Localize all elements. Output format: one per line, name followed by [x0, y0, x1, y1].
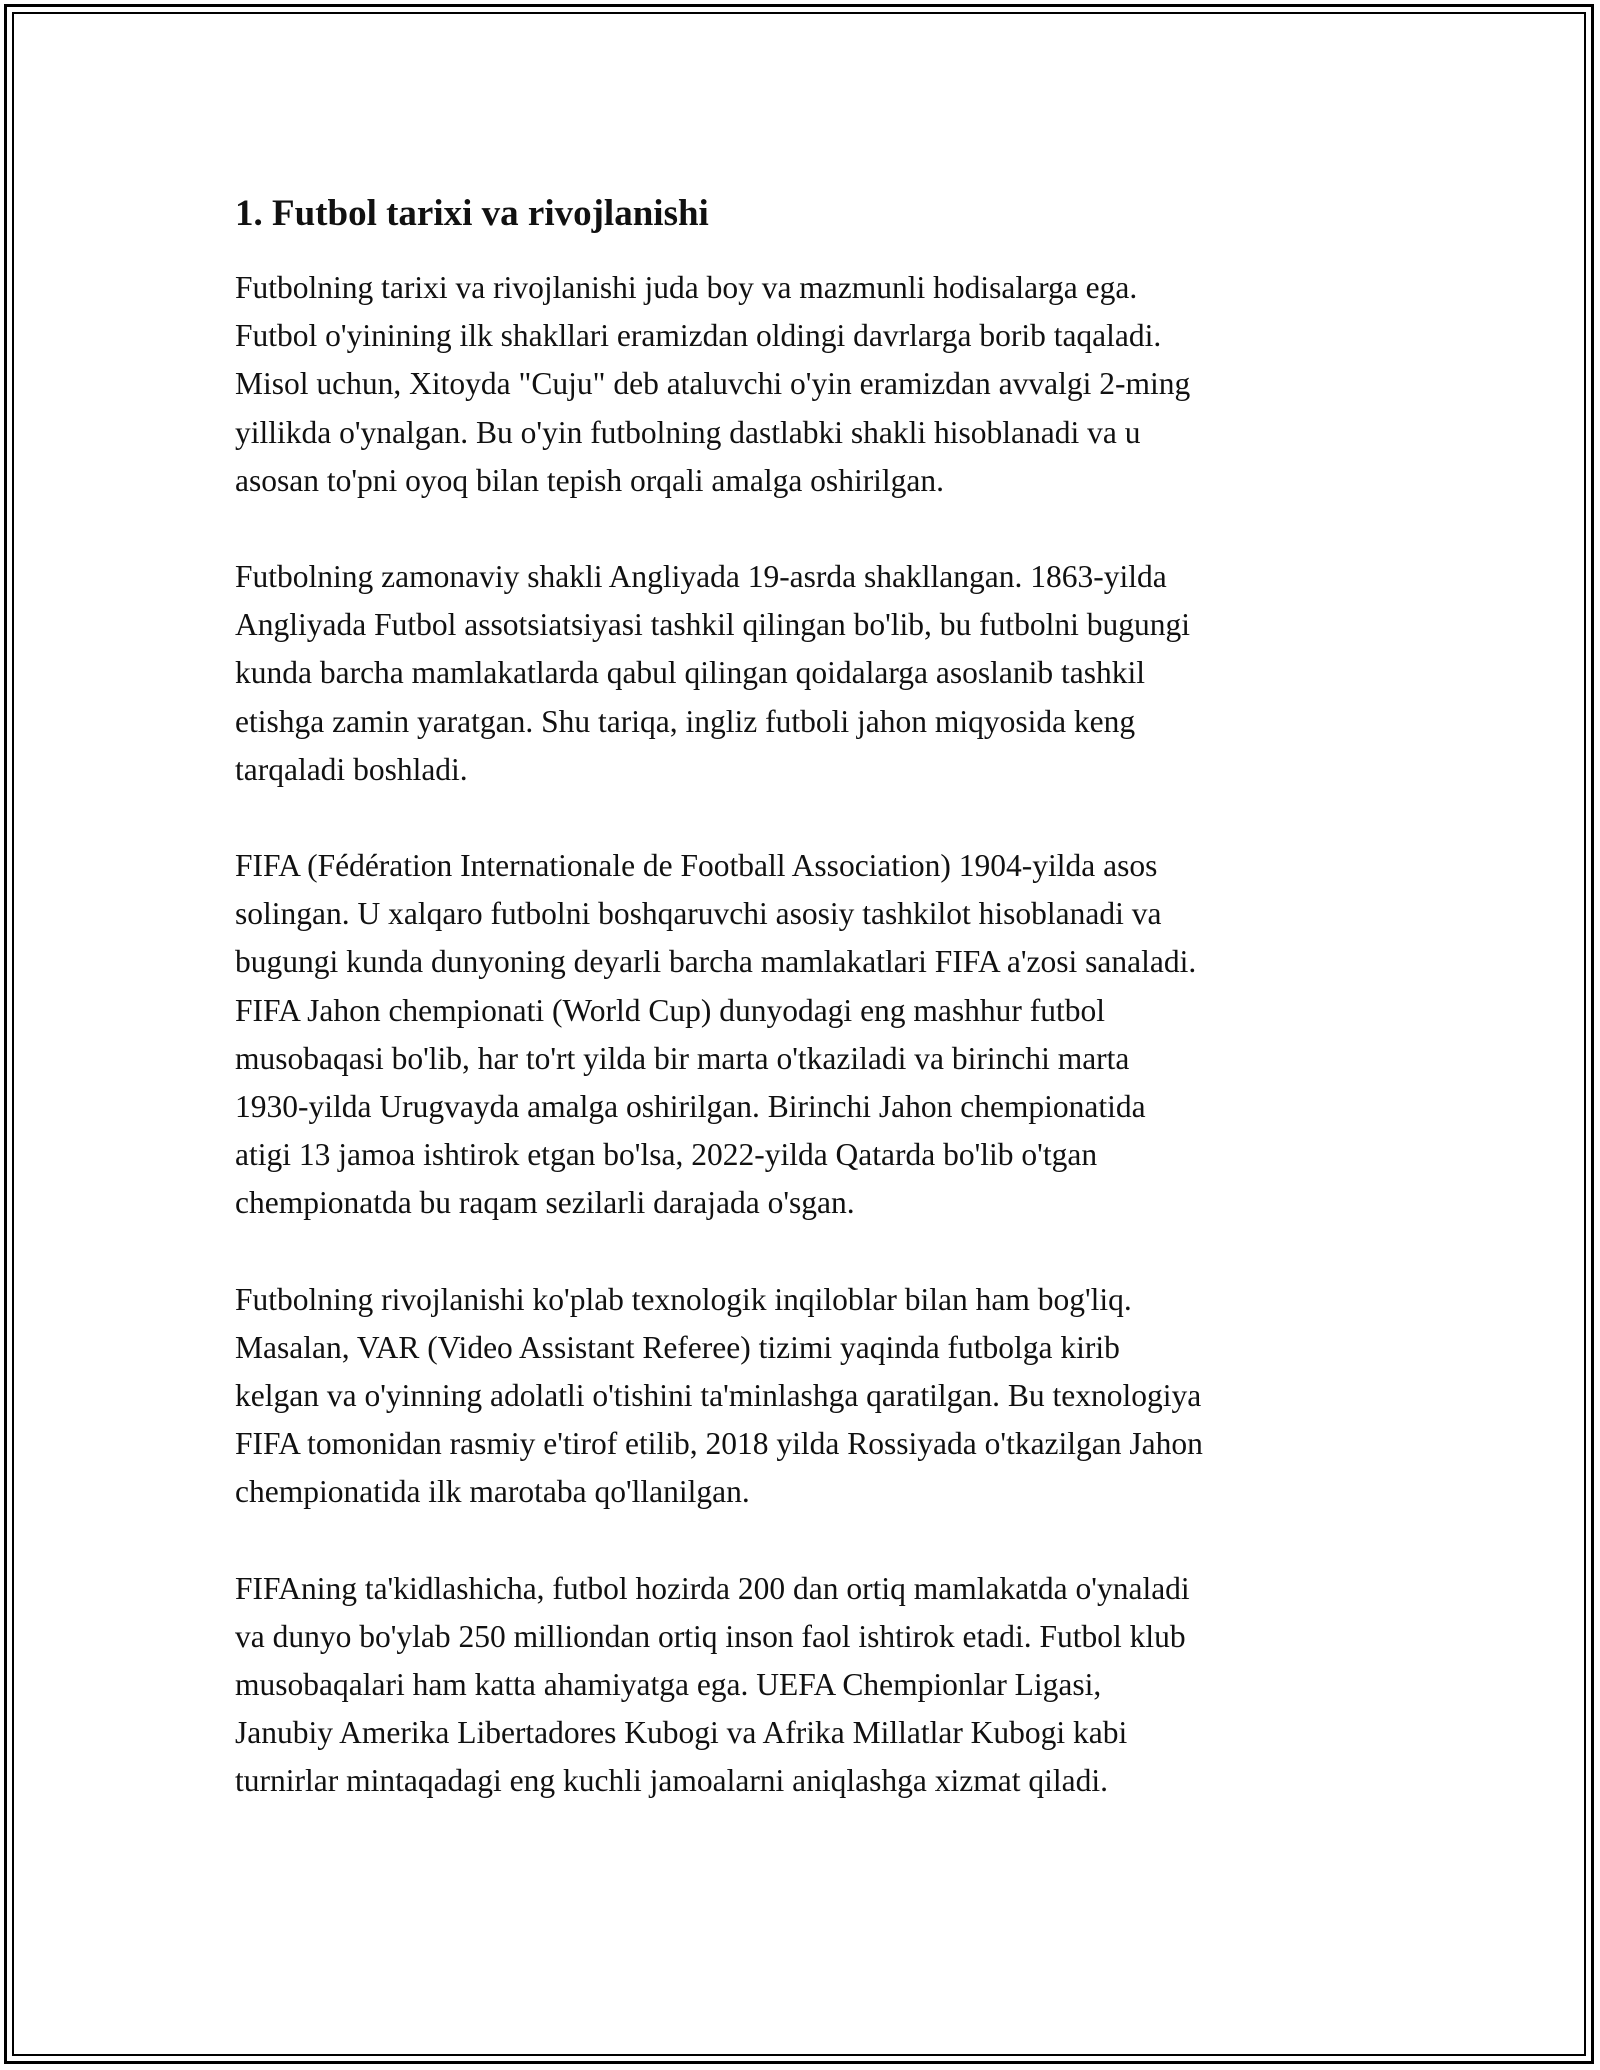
text-line: Futbolning zamonaviy shakli Angliyada 19-asrda shakllangan. 1863-yilda	[235, 559, 1167, 595]
text-line: FIFA Jahon chempionati (World Cup) dunyodagi eng mashhur futbol	[235, 992, 1106, 1028]
text-line: FIFA (Fédération Internationale de Football Association) 1904-yilda asos	[235, 848, 1158, 884]
text-line: tarqaladi boshladi.	[235, 751, 468, 787]
text-line: yillikda o'ynalgan. Bu o'yin futbolning dastlabki shakli hisoblanadi va u	[235, 414, 1141, 450]
text-line: chempionatda bu raqam sezilarli darajada o'sgan.	[235, 1185, 855, 1221]
text-line: FIFAning ta'kidlashicha, futbol hozirda 200 dan ortiq mamlakatda o'ynaladi	[235, 1570, 1190, 1606]
text-line: kunda barcha mamlakatlarda qabul qilingan qoidalarga asoslanib tashkil	[235, 655, 1146, 691]
text-line: solingan. U xalqaro futbolni boshqaruvchi asosiy tashkilot hisoblanadi va	[235, 896, 1162, 932]
document-body	[235, 186, 1395, 1854]
text-line: Misol uchun, Xitoyda "Cuju" deb ataluvchi o'yin eramizdan avvalgi 2-ming	[235, 366, 1191, 402]
text-line: Angliyada Futbol assotsiatsiyasi tashkil qilingan bo'lib, bu futbolni bugungi	[235, 607, 1191, 643]
text-line: etishga zamin yaratgan. Shu tariqa, ingliz futboli jahon miqyosida keng	[235, 703, 1136, 739]
text-line: bugungi kunda dunyoning deyarli barcha mamlakatlari FIFA a'zosi sanaladi.	[235, 944, 1197, 980]
text-line: atigi 13 jamoa ishtirok etgan bo'lsa, 2022-yilda Qatarda bo'lib o'tgan	[235, 1137, 1098, 1173]
paragraph-2	[235, 553, 1395, 794]
paragraph-4	[235, 1276, 1395, 1517]
paragraph-3	[235, 842, 1395, 1228]
text-line: Janubiy Amerika Libertadores Kubogi va Afrika Millatlar Kubogi kabi	[235, 1715, 1128, 1751]
text-line: turnirlar mintaqadagi eng kuchli jamoalarni aniqlashga xizmat qiladi.	[235, 1763, 1108, 1799]
paragraph-5	[235, 1565, 1395, 1806]
text-line: musobaqalari ham katta ahamiyatga ega. UEFA Chempionlar Ligasi,	[235, 1667, 1102, 1703]
text-line: Masalan, VAR (Video Assistant Referee) tizimi yaqinda futbolga kirib	[235, 1329, 1120, 1365]
text-line: Futbolning tarixi va rivojlanishi juda boy va mazmunli hodisalarga ega.	[235, 270, 1138, 305]
text-line: musobaqasi bo'lib, har to'rt yilda bir marta o'tkaziladi va birinchi marta	[235, 1040, 1130, 1076]
section-heading: 1. Futbol tarixi va rivojlanishi	[235, 193, 709, 234]
paragraph-1	[235, 264, 1395, 505]
text-line: 1930-yilda Urugvayda amalga oshirilgan. Birinchi Jahon chempionatida	[235, 1089, 1146, 1125]
text-line: asosan to'pni oyoq bilan tepish orqali amalga oshirilgan.	[235, 462, 945, 498]
text-line: Futbol o'yinining ilk shakllari eramizdan oldingi davrlarga borib taqaladi.	[235, 318, 1162, 354]
text-line: va dunyo bo'ylab 250 milliondan ortiq inson faol ishtirok etadi. Futbol klub	[235, 1618, 1186, 1654]
text-line: kelgan va o'yinning adolatli o'tishini ta'minlashga qaratilgan. Bu texnologiya	[235, 1378, 1202, 1414]
text-line: chempionatida ilk marotaba qo'llanilgan.	[235, 1474, 750, 1510]
text-line: FIFA tomonidan rasmiy e'tirof etilib, 2018 yilda Rossiyada o'tkazilgan Jahon	[235, 1426, 1203, 1462]
text-line: Futbolning rivojlanishi ko'plab texnologik inqiloblar bilan ham bog'liq.	[235, 1281, 1132, 1317]
